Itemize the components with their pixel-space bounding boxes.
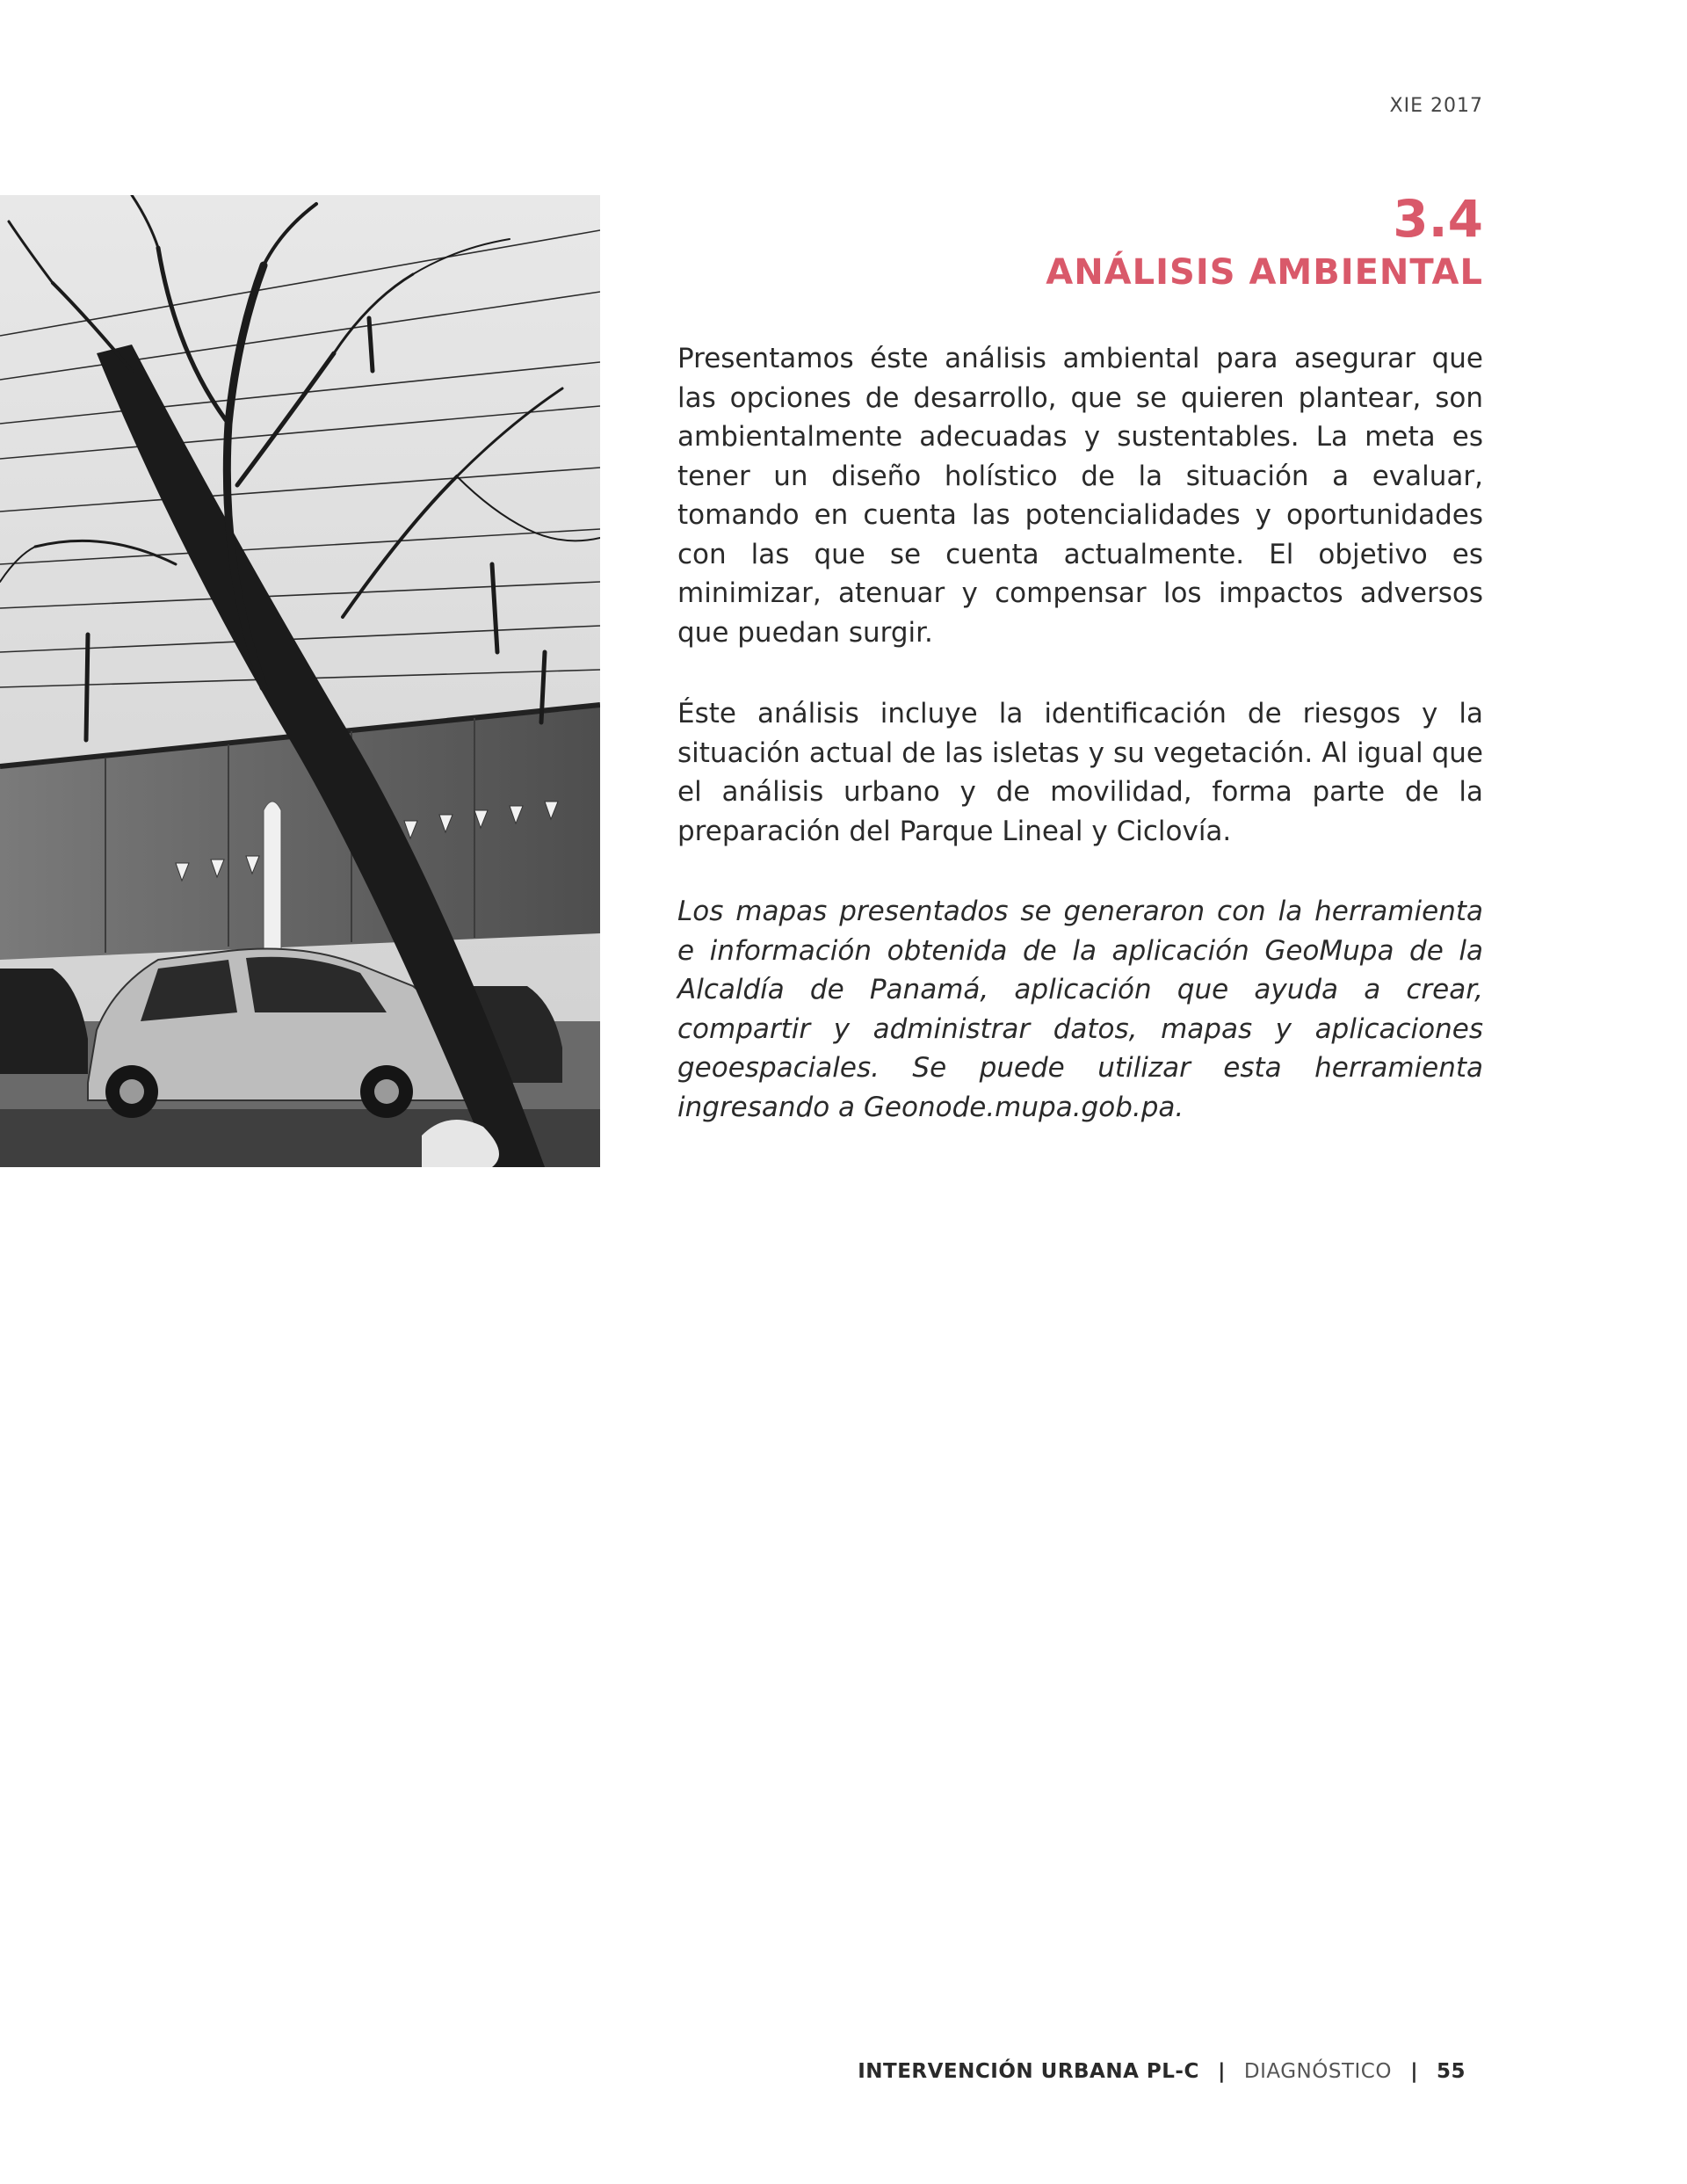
section-number: 3.4 bbox=[1393, 189, 1483, 249]
footer-project: INTERVENCIÓN URBANA PL-C bbox=[858, 2060, 1199, 2083]
section-title: ANÁLISIS AMBIENTAL bbox=[1046, 252, 1483, 293]
page-footer bbox=[858, 2060, 1466, 2083]
paragraph-intro: Presentamos éste análisis ambiental para asegurar que las opciones de desarrollo, que se quieren plantear, son ambientalmente adecuadas y sustentables. La meta es tener un diseño holístico de la situación a evaluar, tomando en cuenta las potencialidades y oportunidades con las que se cuenta actualmente. El objetivo es minimizar, atenuar y compensar los impactos adversos que puedan surgir. bbox=[677, 343, 1483, 649]
page-number: 55 bbox=[1436, 2060, 1466, 2083]
header-tag: XIE 2017 bbox=[1389, 95, 1483, 117]
street-photo bbox=[0, 195, 600, 1167]
paragraph-scope: Éste análisis incluye la identificación de riesgos y la situación actual de las isletas y su vegetación. Al igual que el análisis urbano y de movilidad, forma parte de la preparación del Parque Lineal y Ciclovía. bbox=[677, 698, 1483, 847]
footer-separator-2: | bbox=[1410, 2060, 1418, 2083]
footer-chapter: DIAGNÓSTICO bbox=[1243, 2060, 1392, 2083]
paragraph-source-note: Los mapas presentados se generaron con la herramienta e información obtenida de la aplicación GeoMupa de la Alcaldía de Panamá, aplicación que ayuda a crear, compartir y administrar datos, mapas y aplicaciones geoespaciales. Se puede utilizar esta herramienta ingresando a Geonode.mupa.gob.pa. bbox=[677, 896, 1483, 1123]
footer-separator: | bbox=[1218, 2060, 1226, 2083]
